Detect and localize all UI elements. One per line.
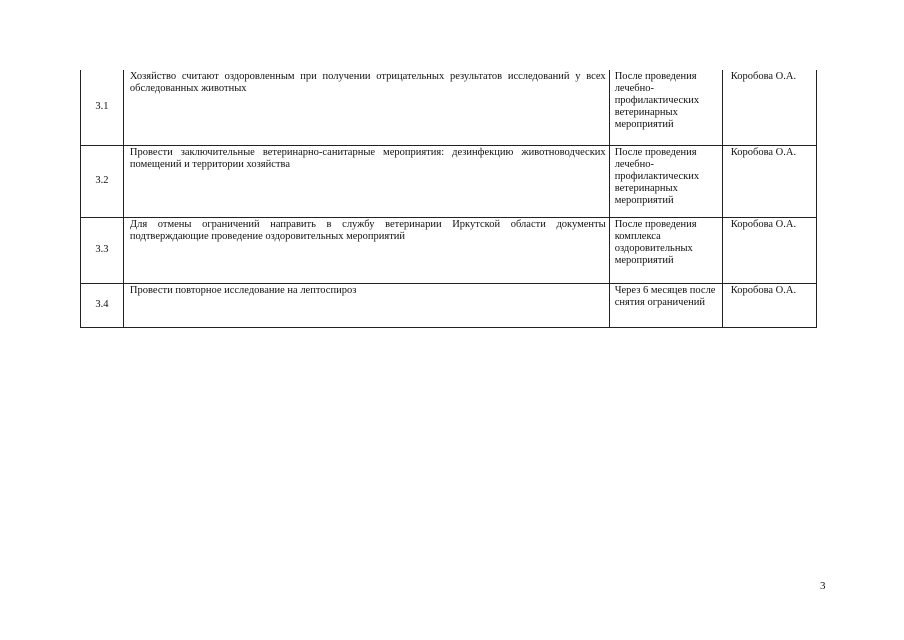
responsible-cell: Коробова О.А. bbox=[722, 70, 816, 145]
responsible-cell: Коробова О.А. bbox=[722, 283, 816, 327]
action-cell: Хозяйство считают оздоровленным при получении отрицательных результатов исследований у всех обследованных животных bbox=[123, 70, 609, 145]
term-cell: Через 6 месяцев после снятия ограничений bbox=[609, 283, 722, 327]
action-cell: Для отмены ограничений направить в службу ветеринарии Иркутской области документы подтверждающие проведение оздоровительных мероприятий bbox=[123, 217, 609, 283]
responsible-cell: Коробова О.А. bbox=[722, 217, 816, 283]
table-row bbox=[81, 217, 817, 283]
page-number: 3 bbox=[820, 580, 826, 592]
table-row bbox=[81, 70, 817, 145]
term-cell: После проведения лечебно-профилактических ветеринарных мероприятий bbox=[609, 145, 722, 217]
row-number: 3.4 bbox=[81, 283, 124, 327]
term-cell: После проведения лечебно-профилактических ветеринарных мероприятий bbox=[609, 70, 722, 145]
row-number: 3.3 bbox=[81, 217, 124, 283]
row-number: 3.1 bbox=[81, 70, 124, 145]
row-number: 3.2 bbox=[81, 145, 124, 217]
term-cell: После проведения комплекса оздоровительных мероприятий bbox=[609, 217, 722, 283]
measures-table bbox=[80, 70, 817, 328]
table-row bbox=[81, 145, 817, 217]
table-row bbox=[81, 283, 817, 327]
responsible-cell: Коробова О.А. bbox=[722, 145, 816, 217]
action-cell: Провести повторное исследование на лептоспироз bbox=[123, 283, 609, 327]
action-cell: Провести заключительные ветеринарно-санитарные мероприятия: дезинфекцию животноводческих помещений и территории хозяйства bbox=[123, 145, 609, 217]
